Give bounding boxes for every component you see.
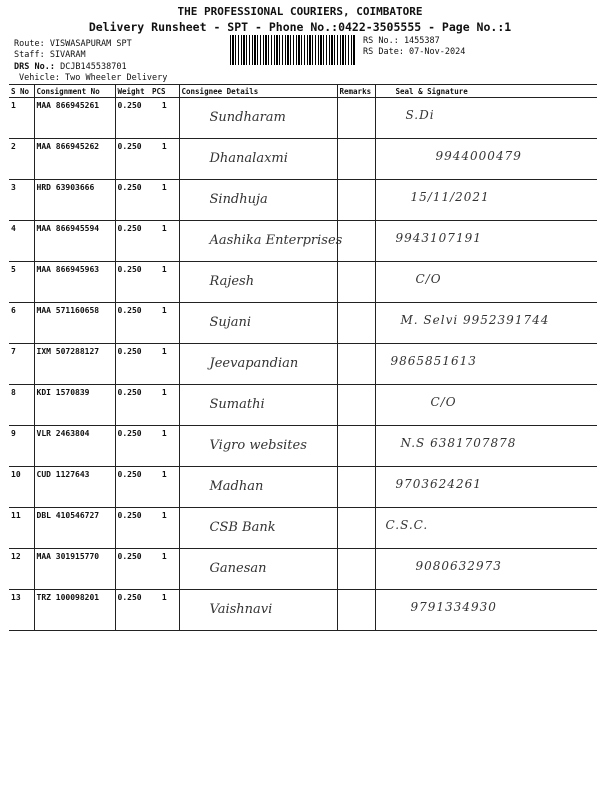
cell-sno: 6 <box>9 303 34 344</box>
table-header-row <box>9 85 597 98</box>
table-row <box>9 590 597 631</box>
table-row <box>9 385 597 426</box>
consignee-handwriting: Vigro websites <box>209 438 307 453</box>
cell-sno: 11 <box>9 508 34 549</box>
table-row <box>9 508 597 549</box>
signature-handwriting: 9944000479 <box>435 149 522 163</box>
col-signature: Seal & Signature <box>375 85 597 98</box>
signature-handwriting: 15/11/2021 <box>410 190 490 204</box>
cell-consignee <box>179 180 337 221</box>
signature-handwriting: C/O <box>430 395 457 409</box>
cell-sno: 10 <box>9 467 34 508</box>
cell-weight: 0.250 <box>115 221 150 262</box>
cell-consignee <box>179 303 337 344</box>
consignee-handwriting: Sindhuja <box>209 192 268 207</box>
cell-consignment: MAA 866945261 <box>34 98 115 139</box>
cell-consignee <box>179 508 337 549</box>
cell-signature <box>375 344 597 385</box>
table-row <box>9 221 597 262</box>
cell-remarks <box>337 590 375 631</box>
col-consignee: Consignee Details <box>179 85 337 98</box>
signature-handwriting: 9865851613 <box>390 354 477 368</box>
cell-consignment: MAA 571160658 <box>34 303 115 344</box>
signature-handwriting: 9791334930 <box>410 600 497 614</box>
cell-consignment: KDI 1570839 <box>34 385 115 426</box>
cell-sno: 12 <box>9 549 34 590</box>
cell-sno: 2 <box>9 139 34 180</box>
table-row <box>9 98 597 139</box>
cell-sno: 9 <box>9 426 34 467</box>
vehicle-label: Vehicle: Two Wheeler Delivery <box>19 73 168 83</box>
cell-sno: 1 <box>9 98 34 139</box>
cell-pcs: 1 <box>150 385 179 426</box>
cell-consignee <box>179 262 337 303</box>
cell-consignee <box>179 385 337 426</box>
cell-weight: 0.250 <box>115 426 150 467</box>
cell-remarks <box>337 508 375 549</box>
cell-remarks <box>337 549 375 590</box>
cell-signature <box>375 98 597 139</box>
cell-consignee <box>179 344 337 385</box>
cell-signature <box>375 426 597 467</box>
cell-consignee <box>179 139 337 180</box>
cell-consignment: MAA 866945262 <box>34 139 115 180</box>
cell-weight: 0.250 <box>115 385 150 426</box>
consignee-handwriting: Madhan <box>209 479 264 494</box>
cell-pcs: 1 <box>150 221 179 262</box>
cell-pcs: 1 <box>150 303 179 344</box>
cell-remarks <box>337 180 375 221</box>
cell-sno: 13 <box>9 590 34 631</box>
cell-consignment: VLR 2463804 <box>34 426 115 467</box>
consignee-handwriting: Vaishnavi <box>209 602 273 617</box>
cell-remarks <box>337 262 375 303</box>
consignee-handwriting: Sumathi <box>209 397 265 412</box>
cell-signature <box>375 508 597 549</box>
cell-signature <box>375 549 597 590</box>
signature-handwriting: 9943107191 <box>395 231 482 245</box>
cell-signature <box>375 303 597 344</box>
cell-consignment: MAA 866945963 <box>34 262 115 303</box>
table-row <box>9 262 597 303</box>
cell-consignee <box>179 590 337 631</box>
cell-weight: 0.250 <box>115 508 150 549</box>
cell-consignment: IXM 507288127 <box>34 344 115 385</box>
drs-number <box>14 62 127 72</box>
cell-remarks <box>337 385 375 426</box>
signature-handwriting: M. Selvi 9952391744 <box>400 313 550 327</box>
cell-weight: 0.250 <box>115 262 150 303</box>
cell-consignee <box>179 221 343 262</box>
consignee-handwriting: Dhanalaxmi <box>209 151 288 166</box>
cell-weight: 0.250 <box>115 180 150 221</box>
cell-signature <box>375 180 597 221</box>
table-row <box>9 344 597 385</box>
signature-handwriting: 9080632973 <box>415 559 502 573</box>
table-row <box>9 426 597 467</box>
signature-handwriting: N.S 6381707878 <box>400 436 517 450</box>
cell-consignee <box>179 98 337 139</box>
signature-handwriting: S.Di <box>405 108 435 122</box>
cell-pcs: 1 <box>150 344 179 385</box>
col-remarks: Remarks <box>337 85 375 98</box>
cell-remarks <box>337 467 375 508</box>
cell-remarks <box>337 221 375 262</box>
table-row <box>9 180 597 221</box>
cell-pcs: 1 <box>150 98 179 139</box>
consignee-handwriting: Jeevapandian <box>209 356 299 371</box>
cell-signature <box>375 139 597 180</box>
cell-remarks <box>337 139 375 180</box>
consignee-handwriting: Rajesh <box>209 274 255 289</box>
cell-consignee <box>179 467 337 508</box>
cell-remarks <box>337 98 375 139</box>
cell-sno: 8 <box>9 385 34 426</box>
cell-signature <box>375 262 597 303</box>
cell-pcs: 1 <box>150 549 179 590</box>
cell-remarks <box>337 344 375 385</box>
cell-pcs: 1 <box>150 139 179 180</box>
cell-pcs: 1 <box>150 508 179 549</box>
cell-consignment: TRZ 100098201 <box>34 590 115 631</box>
table-row <box>9 467 597 508</box>
cell-signature <box>375 385 597 426</box>
cell-pcs: 1 <box>150 180 179 221</box>
cell-pcs: 1 <box>150 262 179 303</box>
cell-pcs: 1 <box>150 426 179 467</box>
cell-signature <box>375 590 597 631</box>
col-pcs: PCS <box>150 85 179 98</box>
table-row <box>9 549 597 590</box>
drs-value: DCJB145538701 <box>60 62 127 72</box>
drs-label: DRS No.: <box>14 62 55 72</box>
cell-sno: 5 <box>9 262 34 303</box>
cell-pcs: 1 <box>150 590 179 631</box>
signature-handwriting: C.S.C. <box>385 518 429 532</box>
col-weight: Weight <box>115 85 150 98</box>
cell-signature <box>375 221 597 262</box>
cell-consignment: HRD 63903666 <box>34 180 115 221</box>
cell-weight: 0.250 <box>115 139 150 180</box>
cell-sno: 3 <box>9 180 34 221</box>
col-consignment: Consignment No <box>34 85 115 98</box>
cell-remarks <box>337 426 375 467</box>
cell-consignment: DBL 410546727 <box>34 508 115 549</box>
cell-weight: 0.250 <box>115 344 150 385</box>
runsheet-subtitle: Delivery Runsheet - SPT - Phone No.:0422-3505555 - Page No.:1 <box>88 20 512 34</box>
cell-consignment: MAA 301915770 <box>34 549 115 590</box>
signature-handwriting: C/O <box>415 272 442 286</box>
rs-number: RS No.: 1455387 <box>363 36 440 46</box>
cell-weight: 0.250 <box>115 590 150 631</box>
cell-consignment: CUD 1127643 <box>34 467 115 508</box>
table-row <box>9 139 597 180</box>
route-label: Route: VISWASAPURAM SPT <box>14 39 132 49</box>
cell-consignee <box>179 426 337 467</box>
consignee-handwriting: Sundharam <box>209 110 286 125</box>
cell-weight: 0.250 <box>115 98 150 139</box>
cell-consignee <box>179 549 337 590</box>
cell-weight: 0.250 <box>115 303 150 344</box>
company-title: THE PROFESSIONAL COURIERS, COIMBATORE <box>177 5 423 18</box>
consignee-handwriting: Sujani <box>209 315 252 330</box>
consignee-handwriting: Aashika Enterprises <box>209 233 343 248</box>
cell-weight: 0.250 <box>115 467 150 508</box>
col-sno: S No <box>9 85 34 98</box>
cell-weight: 0.250 <box>115 549 150 590</box>
staff-label: Staff: SIVARAM <box>14 50 86 60</box>
barcode <box>230 35 355 65</box>
consignee-handwriting: CSB Bank <box>209 520 276 535</box>
consignee-handwriting: Ganesan <box>209 561 267 576</box>
cell-remarks <box>337 303 375 344</box>
cell-pcs: 1 <box>150 467 179 508</box>
rs-date: RS Date: 07-Nov-2024 <box>363 47 466 57</box>
cell-signature <box>375 467 597 508</box>
cell-consignment: MAA 866945594 <box>34 221 115 262</box>
cell-sno: 7 <box>9 344 34 385</box>
cell-sno: 4 <box>9 221 34 262</box>
signature-handwriting: 9703624261 <box>395 477 482 491</box>
rs-info <box>363 36 465 58</box>
runsheet-table <box>9 84 597 631</box>
table-row <box>9 303 597 344</box>
